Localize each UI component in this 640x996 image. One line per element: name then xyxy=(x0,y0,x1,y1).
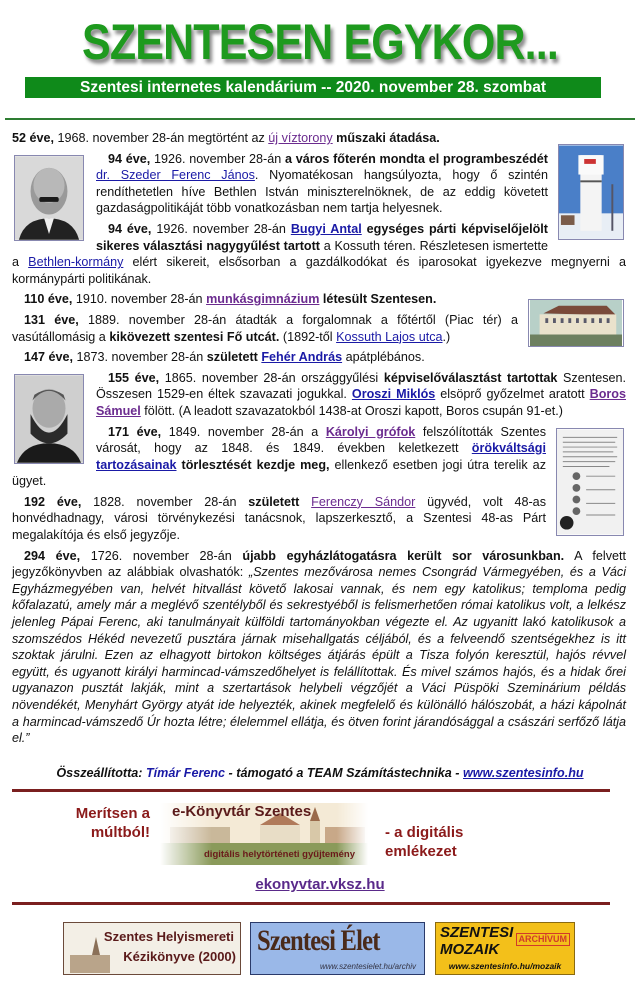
banner-3-line-2: MOZAIK xyxy=(440,940,500,958)
ekonyvtar-title: e-Könyvtár Szentes xyxy=(172,802,312,820)
entry-7: 155 éve, 1865. november 28-án országgyűlési képviselőválasztást tartottak Szentesen. Összesen 1529-en éltek szavazati jogukkal. Oroszi Miklós elsöprő győzelmet aratott Boros Sámuel fölött. (A leadott szavazatokból 1438-at Oroszi kapott, Boros csupán 91-et.) xyxy=(96,370,627,418)
szentesinfo-link[interactable]: www.szentesinfo.hu xyxy=(463,765,584,780)
banner-1-line-2: Kézikönyve (2000) xyxy=(123,948,236,964)
bethlen-kormany-link[interactable]: Bethlen-kormány xyxy=(28,255,124,270)
boros-samuel-link[interactable]: Boros Sámuel xyxy=(96,387,626,418)
promo-right-text: - a digitális emlékezet xyxy=(385,823,464,860)
entry-6: 147 éve, 1873. november 28-án született Fehér András apátplébános. xyxy=(24,350,425,365)
banner-2-url: www.szentesielet.hu/archiv xyxy=(319,961,416,971)
calendar-entries xyxy=(12,130,626,751)
ekonyvtar-caption: digitális helytörténeti gyűjtemény xyxy=(204,848,355,860)
ferenczy-sandor-link[interactable]: Ferenczy Sándor xyxy=(311,494,416,509)
entry-10: 294 éve, 1726. november 28-án újabb egyházlátogatásra került sor városunkban. A felvett jegyzőkönyvben az alábbiak olvashatók: „Szentes mezővárosa nemes Csongrád Vármegyében, és a Váci Egyházmegyében van, helvét hitvallást követő lakosai vannak, és nem egy katolikus; temploma pedig kőfalazatú, amely már a meglévő szentélyből és sekrestyéből is felismerhetően római katolikus volt, a lelkész jelenleg Pápai Ferenc, aki tanulmányait külföldi tartományokban végezte el. Az ugyanitt lakó katolikusok a szomszédos Hékéd nevezetű pusztára járnak misehallgatás céljából, és a felveendő szentségekhez is itt szoktak járulni. Ezen az elhagyott birtokon költséges átjárás épült a Tisza folyón keresztül, hajós révvel együtt, és ugyanott királyi harmincad-vámszedőhelyet is felállítottak. És mivel számos hajós, és a hidak őrei ugyanazon pusztát lakják, mint a szertartások helybeli végzőjét a Váci Püspöki Szeminárium példás növendékét, Menyhárt György atyát ide helyezték, akinek megfelelő és különálló hálószobát, a házi kápolnát a harmincad-vámszedő Úr hozta létre; élelemmel ellátja, és ötven forint járandósággal a császári serfőző látja el.” xyxy=(12,548,627,746)
helyismereti-kezikonyv-banner[interactable] xyxy=(63,922,241,975)
entry-3: 94 éve, 1926. november 28-án Bugyi Antal egységes párti képviselőjelölt sikeres választási nagygyűlést tartott a Kossuth téren. Részletesen ismertette a Bethlen-kormány elért sikereit, elsősorban a gazdálkodókat és iparosokat igyekezve megnyerni a kormánypárti politikának. xyxy=(12,221,626,286)
entry-5: 131 éve, 1889. november 28-án átadták a forgalomnak a főtértől (Piac tér) a vasútállomásig a kikövezett szentesi Fő utcát. (1892-től Kossuth Lajos utca.) xyxy=(12,312,518,344)
szentesi-elet-banner[interactable] xyxy=(250,922,425,975)
entry-1: 52 éve, 1968. november 28-án megtörtént az új víztorony műszaki átadása. xyxy=(12,131,440,145)
szeder-ferenc-portrait[interactable] xyxy=(14,155,84,241)
banner-2-title: Szentesi Élet xyxy=(257,923,380,957)
viztorony-link[interactable]: új víztorony xyxy=(268,131,333,145)
munkasgimnazium-postcard[interactable] xyxy=(528,299,624,347)
oroszi-miklos-portrait[interactable] xyxy=(14,374,84,464)
credits-line: Összeállította: Tímár Ferenc - támogató a TEAM Számítástechnika - www.szentesinfo.hu xyxy=(56,765,584,780)
kossuth-lajos-utca-link[interactable]: Kossuth Lajos utca xyxy=(336,329,443,344)
entry-2: 94 éve, 1926. november 28-án a város főterén mondta el programbeszédét dr. Szeder Ferenc János. Nyomatékosan hangsúlyozta, hogy ő szintén rendíthetetlen híve Bethlen István miniszterelnöknek, de az eddig követett gazdaságpolitikáját több vonatkozásban nem tartja helyesnek. xyxy=(96,151,548,216)
banner-3-url: www.szentesinfo.hu/mozaik xyxy=(448,960,562,971)
orokvaltsagi-link[interactable]: örökváltsági tartozásainak xyxy=(96,441,546,472)
quote-text: „Szentes mezővárosa nemes Csongrád Vármegyében, és a Váci Egyházmegyében van, helvét hitvallást követő lakosai vannak, és nem egy katolikus; temploma pedig kőfalazatú, amely már a meglévő szentélyből és sekrestyéből is felismerhetően római katolikus volt, a lelkész jelenleg Pápai Ferenc, aki tanulmányait külföldi tartományokban végezte el. Az ugyanitt lakó katolikusok a szomszédos Hékéd nevezetű pusztára járnak misehallgatás céljából, és a felveendő szentségekhez is itt szoktak járulni. Ezen az elhagyott birtokon költséges átjárás épült a Tisza folyón keresztül, hajós révvel együtt, és ugyanott királyi harmincad-vámszedőhelyet is felállítottak. És mivel számos hajós, és a hidak őrei ugyanazon pusztát lakják, mint a szertartások helybeli végzőjét a Váci Püspöki Szeminárium példás növendékét, Menyhárt György atyát ide helyezték, akinek megfelelő és különálló hálószobát, a házi kápolnát a harmincad-vámszedő Úr hozta létre; élelemmel ellátja, és ötven forint járandósággal a császári serfőző látja el.” xyxy=(12,565,627,746)
ekonyvtar-banner[interactable] xyxy=(160,803,368,865)
banner-3-line-1: SZENTESI xyxy=(440,923,514,941)
szeder-ferenc-link[interactable]: dr. Szeder Ferenc János xyxy=(96,168,255,183)
promo-left-text: Merítsen a múltból! xyxy=(75,804,150,841)
szentesi-mozaik-banner[interactable] xyxy=(435,922,575,975)
archivum-stamp: ARCHÍVUM xyxy=(516,933,571,946)
entry-4: 110 éve, 1910. november 28-án munkásgimnázium létesült Szentesen. xyxy=(24,292,437,307)
banner-1-line-1: Szentes Helyismereti xyxy=(103,928,234,944)
karolyi-grofok-link[interactable]: Károlyi grófok xyxy=(325,424,416,439)
document-scan-image[interactable] xyxy=(556,428,624,536)
banner-row xyxy=(0,905,640,981)
author-name: Tímár Ferenc xyxy=(145,765,226,780)
ekonyvtar-link[interactable]: ekonyvtar.vksz.hu xyxy=(255,875,385,893)
entry-9: 192 éve, 1828. november 28-án született Ferenczy Sándor ügyvéd, volt 48-as honvédhadnagy, városi törvénykezési tanácsnok, lapszerkesztő, a Szentesi 48-as Párt megalakítója és első jegyzője. xyxy=(12,494,546,543)
bugyi-antal-link[interactable]: Bugyi Antal xyxy=(290,221,362,236)
site-title: SZENTESEN EGYKOR... xyxy=(82,14,558,70)
water-tower-image[interactable] xyxy=(558,144,624,240)
promo-section xyxy=(0,792,640,898)
feher-andras-link[interactable]: Fehér András xyxy=(261,350,343,365)
divider xyxy=(5,118,635,120)
munkasgimnazium-link[interactable]: munkásgimnázium xyxy=(206,292,320,307)
oroszi-miklos-link[interactable]: Oroszi Miklós xyxy=(351,387,436,402)
entry-8: 171 éve, 1849. november 28-án a Károlyi grófok felszólították Szentes városát, hogy az 1848. és 1849. években keletkezett örökváltsági tartozásainak törlesztését kezdje meg, ellenkező esetben jogi útra terelik az ügyet. xyxy=(12,424,546,489)
calendar-date-banner: Szentesi internetes kalendárium -- 2020. november 28. szombat xyxy=(25,77,601,98)
promo-link-wrap xyxy=(0,876,640,894)
